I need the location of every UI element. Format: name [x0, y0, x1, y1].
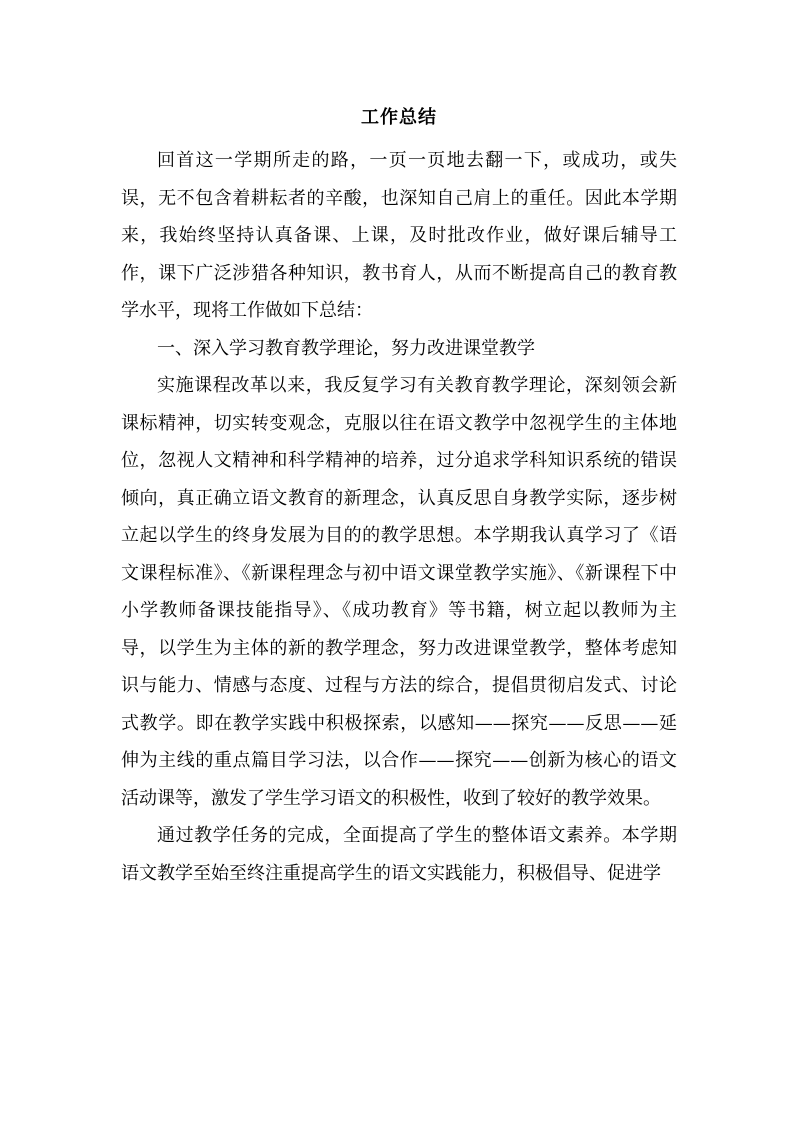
document-title: 工作总结	[361, 107, 437, 128]
section-paragraph: 实施课程改革以来，我反复学习有关教育教学理论，深刻领会新课标精神，切实转变观念，克服以往在语文教学中忽视学生的主体地位，忽视人文精神和科学精神的培养，过分追求学科知识系统的错误倾向，真正确立语文教育的新理念，认真反思自身教学实际，逐步树立起以学生的终身发展为目的的教学思想。本学期我认真学习了《语文课程标准》、《新课程理念与初中语文课堂教学实施》、《新课程下中小学教师备课技能指导》、《成功教育》等书籍，树立起以教师为主导，以学生为主体的新的教学理念，努力改进课堂教学，整体考虑知识与能力、情感与态度、过程与方法的综合，提倡贯彻启发式、讨论式教学。即在教学实践中积极探索，以感知——探究——反思——延伸为主线的重点篇目学习法，以合作——探究——创新为核心的语文活动课等，激发了学生学习语文的积极性，收到了较好的教学效果。	[121, 375, 677, 809]
continuing-paragraph: 通过教学任务的完成，全面提高了学生的整体语文素养。本学期语文教学至始至终注重提高学生的语文实践能力，积极倡导、促进学	[121, 825, 677, 884]
intro-paragraph: 回首这一学期所走的路，一页一页地去翻一下，或成功，或失误，无不包含着耕耘者的辛酸，也深知自己肩上的重任。因此本学期来，我始终坚持认真备课、上课，及时批改作业，做好课后辅导工作，课下广泛涉猎各种知识，教书育人，从而不断提高自己的教育教学水平，现将工作做如下总结：	[121, 150, 677, 321]
section-heading: 一、深入学习教育教学理论，努力改进课堂教学	[157, 337, 535, 359]
document-content	[121, 104, 677, 892]
